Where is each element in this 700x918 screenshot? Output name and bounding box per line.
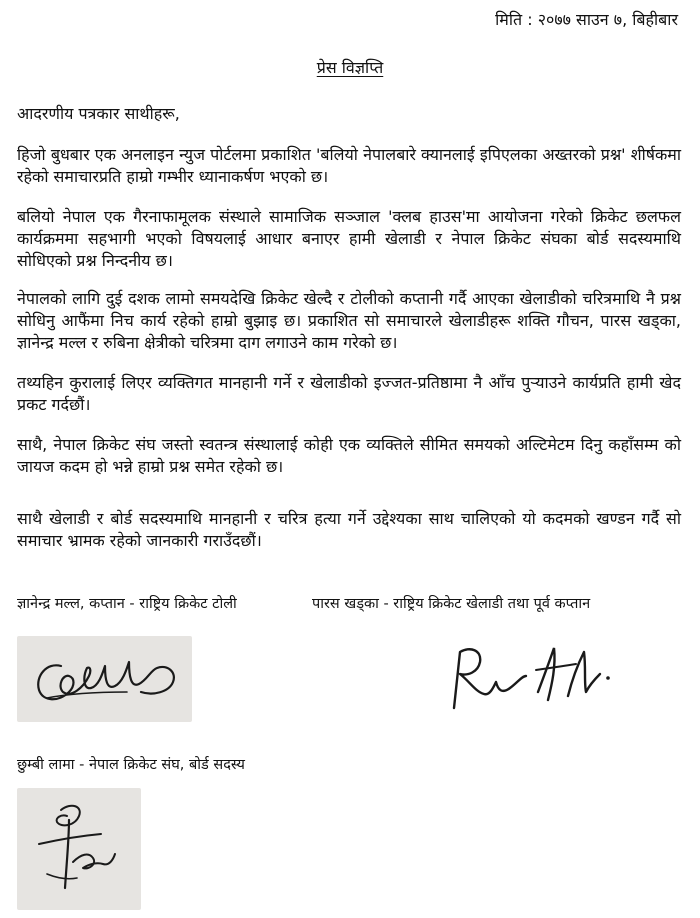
letter-paragraph-2: बलियो नेपाल एक गैरनाफामूलक संस्थाले सामाजिक सञ्जाल 'क्लब हाउस'मा आयोजना गरेको क्रिकेट छलफल कार्यक्रममा सहभागी भएको विषयलाई आधार बनाएर हामी खेलाडी र नेपाल क्रिकेट संघका बोर्ड सदस्यमाथि सोधिएको प्रश्न निन्दनीय छ। xyxy=(17,207,681,270)
letter-paragraph-5: साथै, नेपाल क्रिकेट संघ जस्तो स्वतन्त्र संस्थालाई कोही एक व्यक्तिले सीमित समयको अल्टिमेटम दिनु कहाँसम्म को जायज कदम हो भन्ने हाम्रो प्रश्न समेत रहेको छ। xyxy=(17,435,681,476)
letter-title xyxy=(0,56,700,78)
signature-gyanendra-icon xyxy=(17,636,192,722)
signatory-label-gyanendra: ज्ञानेन्द्र मल्ल, कप्तान - राष्ट्रिय क्रिकेट टोली xyxy=(17,596,237,612)
letter-date: मिति : २०७७ साउन ७, बिहीबार xyxy=(495,10,678,29)
signature-image-chhumbi xyxy=(17,788,141,910)
signature-paras-icon xyxy=(440,636,630,726)
letter-paragraph-6: साथै खेलाडी र बोर्ड सदस्यमाथि मानहानी र चरित्र हत्या गर्ने उद्देश्यका साथ चालिएको यो कदमको खण्डन गर्दै सो समाचार भ्रामक रहेको जानकारी गराउँदछौं। xyxy=(17,509,681,550)
letter-salutation: आदरणीय पत्रकार साथीहरू, xyxy=(17,104,180,123)
signature-image-gyanendra xyxy=(17,636,192,722)
letter-paragraph-4: तथ्यहिन कुरालाई लिएर व्यक्तिगत मानहानी गर्ने र खेलाडीको इज्जत-प्रतिष्ठामा नै आँच पुर्‍याउने कार्यप्रति हामी खेद प्रकट गर्दछौं। xyxy=(17,373,681,414)
signatory-label-paras: पारस खड्का - राष्ट्रिय क्रिकेट खेलाडी तथा पूर्व कप्तान xyxy=(312,596,591,612)
letter-paragraph-3: नेपालको लागि दुई दशक लामो समयदेखि क्रिकेट खेल्दै र टोलीको कप्तानी गर्दै आएका खेलाडीको चरित्रमाथि नै प्रश्न सोधिनु आफैंमा निच कार्य रहेको हाम्रो बुझाइ छ। प्रकाशित सो समाचारले खेलाडीहरू शक्ति गौचन, पारस खड्का, ज्ञानेन्द्र मल्ल र रुबिना क्षेत्रीको चरित्रमा दाग लगाउने काम गरेको छ। xyxy=(17,289,681,352)
signatory-label-chhumbi: छुम्बी लामा - नेपाल क्रिकेट संघ, बोर्ड सदस्य xyxy=(17,757,245,773)
letter-paragraph-1: हिजो बुधबार एक अनलाइन न्युज पोर्टलमा प्रकाशित 'बलियो नेपालबारे क्यानलाई इपिएलका अख्तरको प्रश्न' शीर्षकमा रहेको समाचारप्रति हाम्रो गम्भीर ध्यानाकर्षण भएको छ। xyxy=(17,145,681,186)
letter-title-text: प्रेस विज्ञप्ति xyxy=(316,58,384,77)
signature-chhumbi-icon xyxy=(17,788,141,910)
